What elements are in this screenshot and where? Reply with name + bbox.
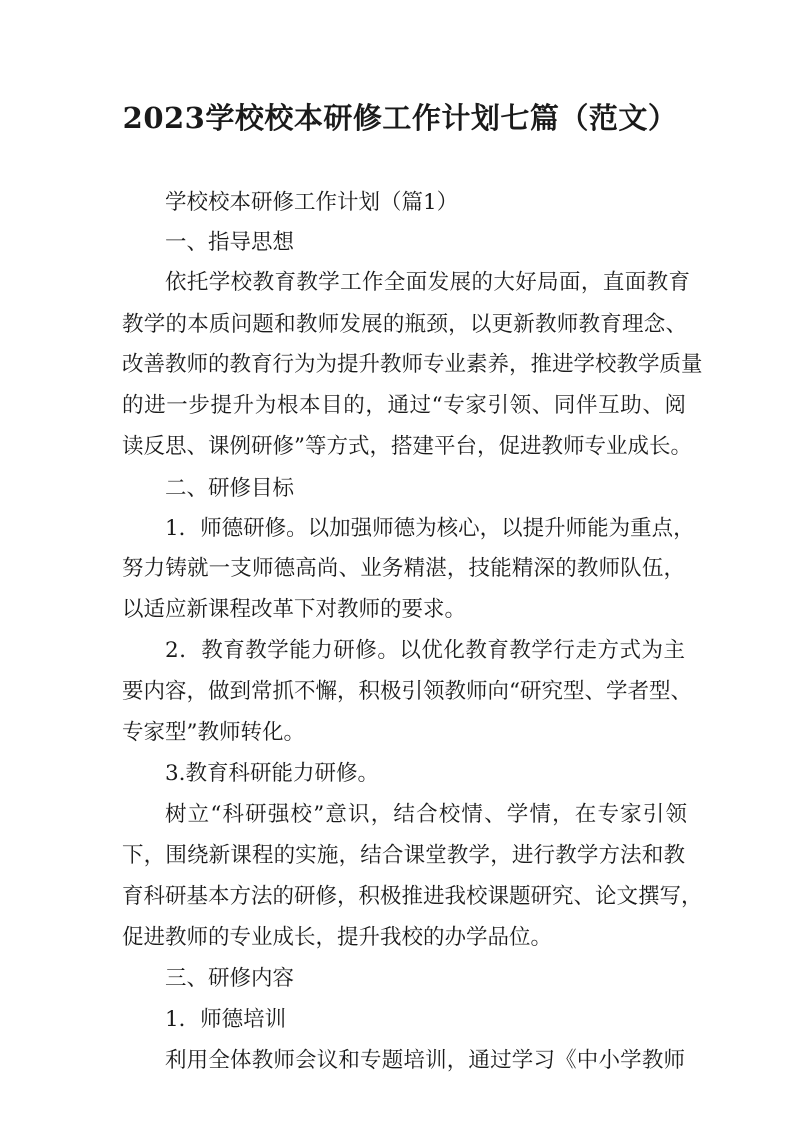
paragraph-line: 育科研基本方法的研修，积极推进我校课题研究、论文撰写， xyxy=(122,884,703,909)
paragraph-line: 以适应新课程改革下对教师的要求。 xyxy=(122,597,467,622)
paragraph-line: 改善教师的教育行为为提升教师专业素养，推进学校教学质量 xyxy=(122,352,703,377)
paragraph-line: 的进一步提升为根本目的，通过“专家引领、同伴互助、阅 xyxy=(122,393,686,418)
paragraph-line: 努力铸就一支师德高尚、业务精湛，技能精深的教师队伍， xyxy=(122,556,685,581)
paragraph-line: 依托学校教育教学工作全面发展的大好局面，直面教育 xyxy=(165,270,690,295)
document-title: 2023学校校本研修工作计划七篇（范文） xyxy=(122,101,678,135)
section-heading: 三、研修内容 xyxy=(165,966,295,991)
section-heading: 学校校本研修工作计划（篇1） xyxy=(165,190,459,215)
paragraph-line: 利用全体教师会议和专题培训，通过学习《中小学教师 xyxy=(165,1048,685,1073)
paragraph-line: 下，围绕新课程的实施，结合课堂教学，进行教学方法和教 xyxy=(122,843,685,868)
paragraph-line: 教学的本质问题和教师发展的瓶颈，以更新教师教育理念、 xyxy=(122,312,687,337)
subsection-heading: 1．师德培训 xyxy=(165,1007,287,1032)
paragraph-line: 1．师德研修。以加强师德为核心，以提升师能为重点， xyxy=(165,516,695,541)
paragraph-line: 促进教师的专业成长，提升我校的办学品位。 xyxy=(122,925,553,950)
paragraph-line: 专家型”教师转化。 xyxy=(122,720,305,745)
paragraph-line: 要内容，做到常抓不懈，积极引领教师向“研究型、学者型、 xyxy=(122,679,692,704)
paragraph-line: 3.教育科研能力研修。 xyxy=(165,761,380,786)
paragraph-line: 2．教育教学能力研修。以优化教育教学行走方式为主 xyxy=(165,638,685,663)
section-heading: 一、指导思想 xyxy=(165,230,295,255)
section-heading: 二、研修目标 xyxy=(165,476,295,501)
paragraph-line: 树立“科研强校”意识，结合校情、学情，在专家引领 xyxy=(165,802,687,827)
paragraph-line: 读反思、课例研修”等方式，搭建平台，促进教师专业成长。 xyxy=(122,434,692,459)
